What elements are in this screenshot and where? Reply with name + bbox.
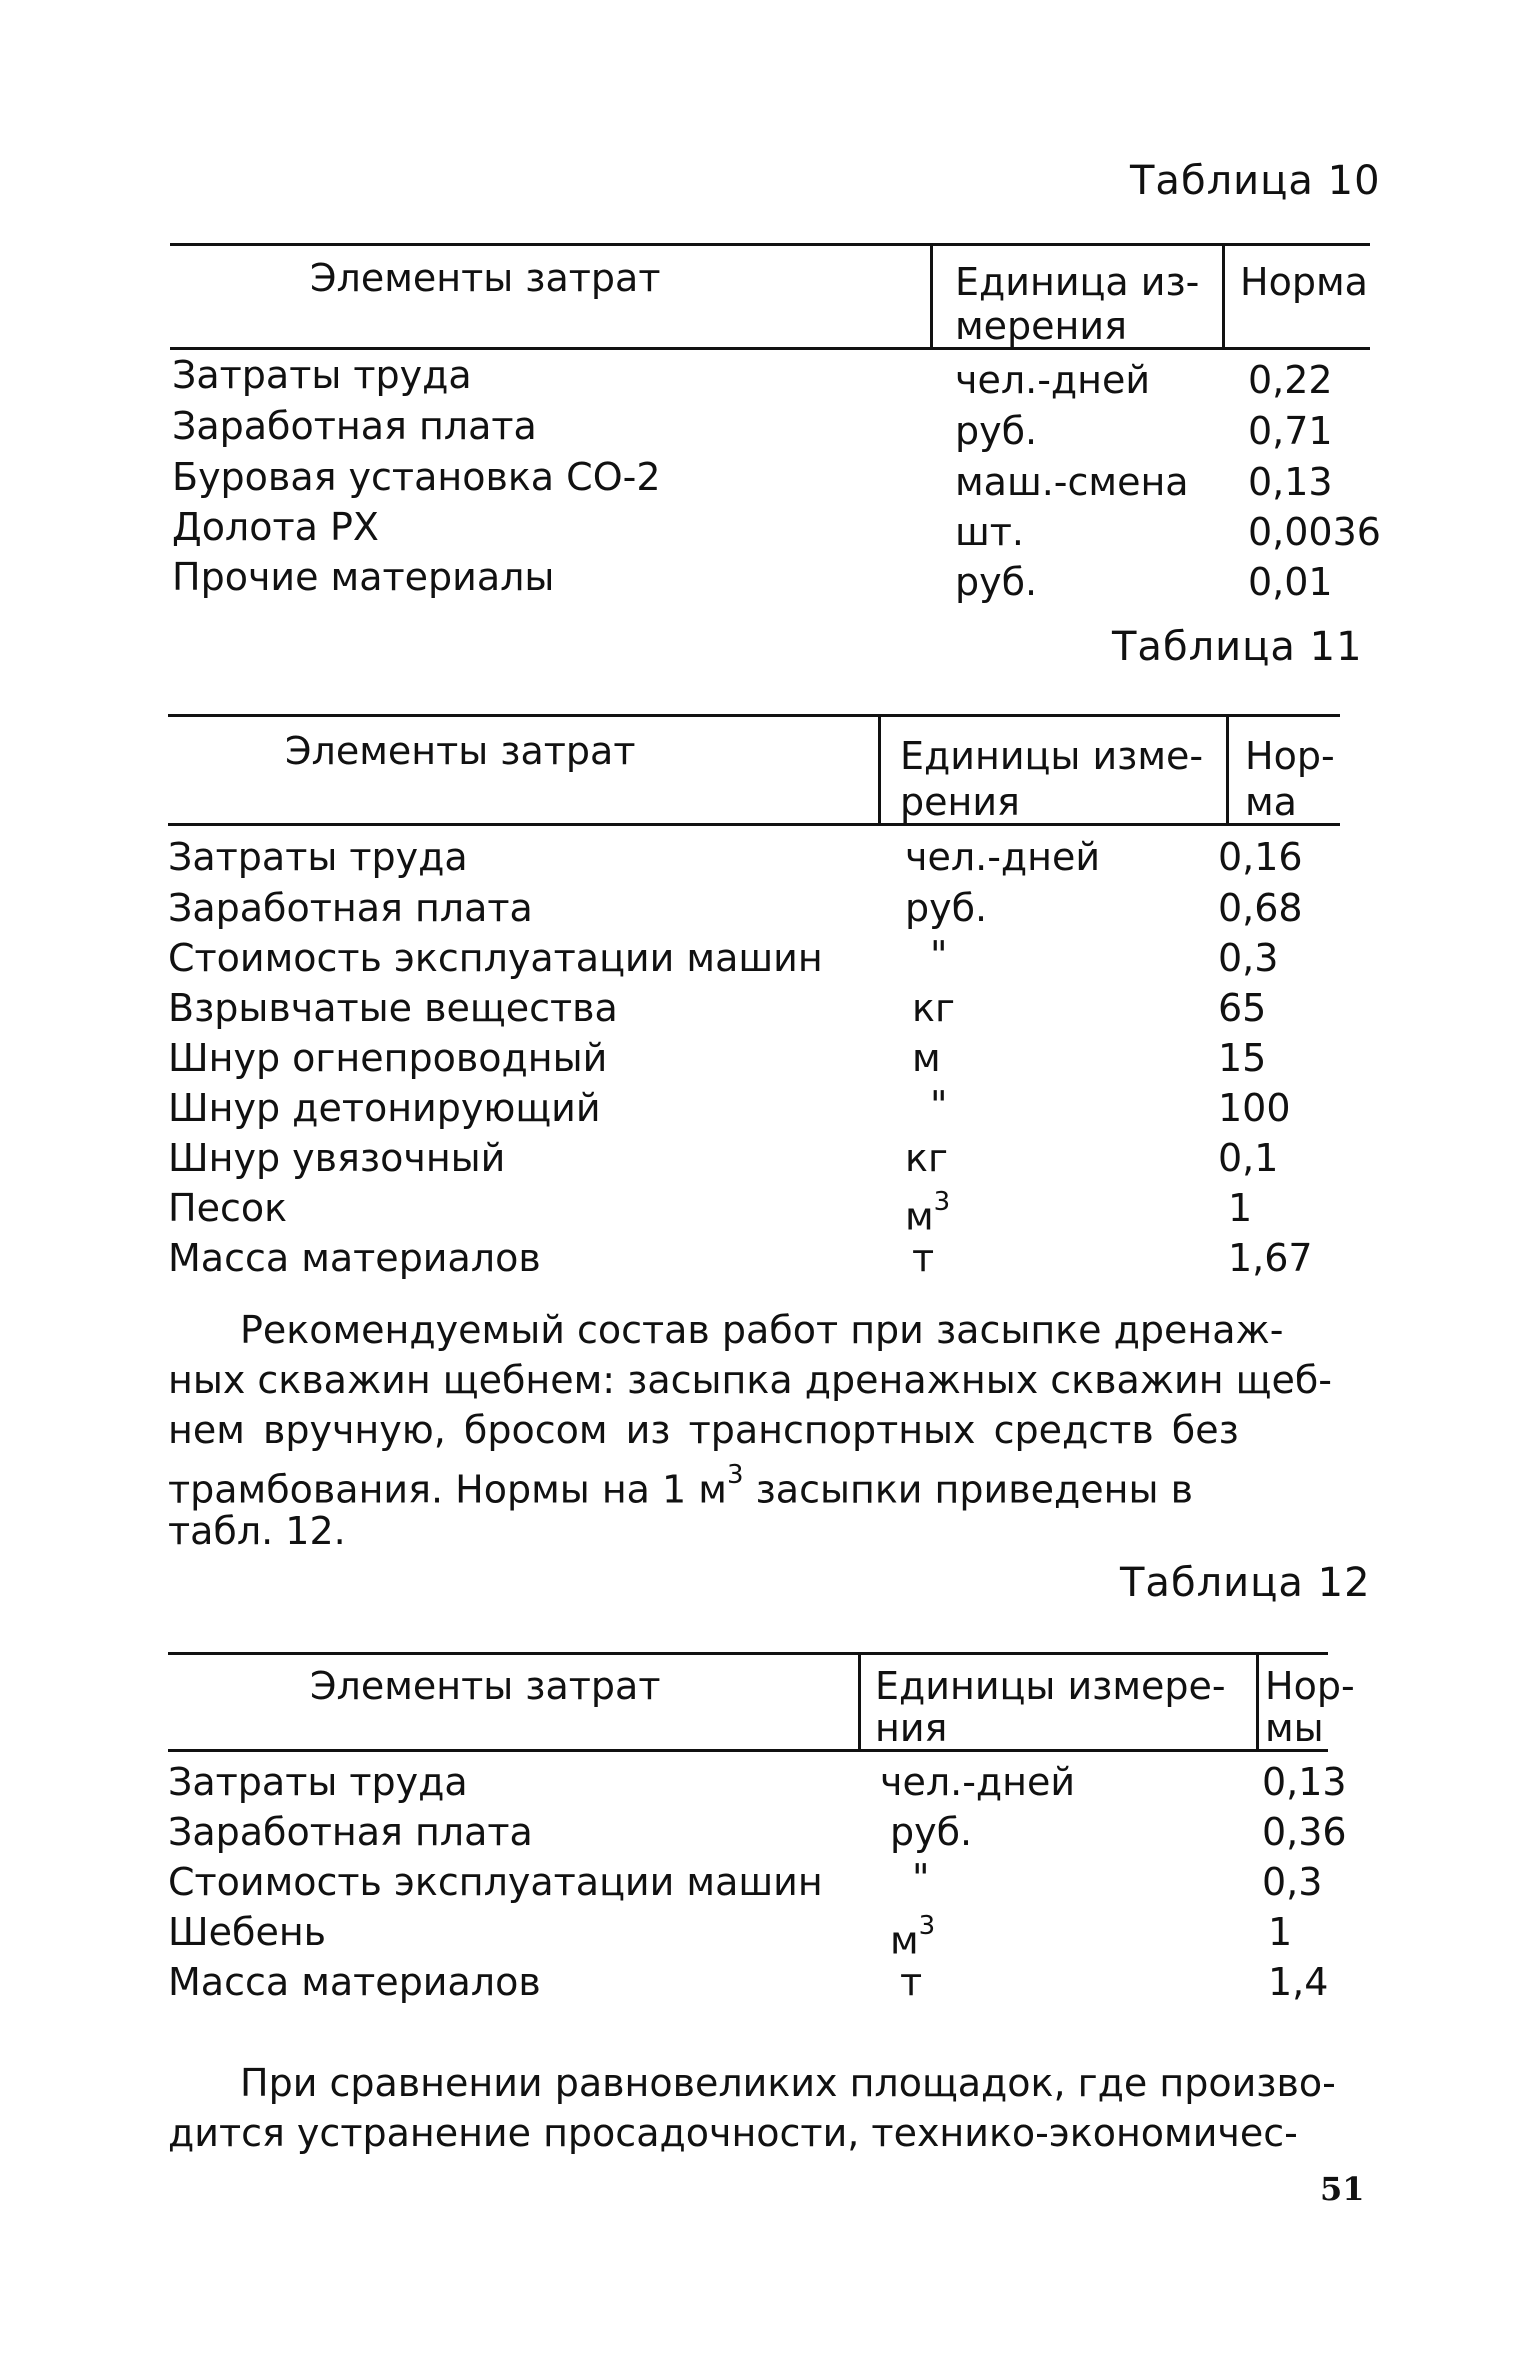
table10-row-4-name: Долота РХ [172,505,379,549]
table11-row-5-unit: м [912,1036,941,1080]
table10-row-3-name: Буровая установка СО-2 [172,455,661,499]
paragraph-1-line-4-part-a: трамбования. Нормы на 1 м [168,1467,727,1512]
table11-header-norm-line2: ма [1245,780,1297,824]
table12-row-4-name: Шебень [168,1910,327,1954]
table11-row-1-name: Затраты труда [168,835,468,879]
paragraph-1-line-3: нем вручную, бросом из транспортных средств без [168,1408,1239,1452]
paragraph-1-line-1: Рекомендуемый состав работ при засыпке дренаж- [240,1308,1284,1352]
table10-row-4-unit: шт. [955,510,1024,554]
table10-row-1-unit: чел.-дней [955,358,1151,402]
table10-row-2-name: Заработная плата [172,404,537,448]
table12-row-5-name: Масса материалов [168,1960,541,2004]
table10-row-2-norm: 0,71 [1248,409,1333,453]
table10-row-5-norm: 0,01 [1248,560,1333,604]
table11-row-1-unit: чел.-дней [905,835,1101,879]
table12-top-rule [168,1652,1328,1655]
table12-row-2-name: Заработная плата [168,1810,533,1854]
table11-row-7-name: Шнур увязочный [168,1136,506,1180]
table12-caption: Таблица 12 [1120,1560,1371,1606]
table10-row-5-unit: руб. [955,560,1038,604]
table11-row-7-norm: 0,1 [1218,1136,1279,1180]
paragraph-1-line-5: табл. 12. [168,1509,346,1553]
paragraph-1-line-2: ных скважин щебнем: засыпка дренажных скважин щеб- [168,1358,1332,1402]
table11-row-8-unit-sup: 3 [933,1187,951,1217]
table12-row-3-name: Стоимость эксплуатации машин [168,1860,823,1904]
table12-row-2-unit: руб. [890,1810,973,1854]
table12-row-1-name: Затраты труда [168,1760,468,1804]
table10-header-elements: Элементы затрат [310,256,661,300]
table12-col-divider-2 [1256,1652,1259,1752]
table11-row-8-unit-base: м [905,1194,934,1239]
table11-col-divider-1 [878,714,881,826]
table10-row-1-name: Затраты труда [172,353,472,397]
table10-row-2-unit: руб. [955,409,1038,453]
table10-row-4-norm: 0,0036 [1248,510,1381,554]
table11-row-9-norm: 1,67 [1228,1236,1313,1280]
paragraph-1-line-4-part-b: засыпки приведены в [743,1467,1193,1512]
table10-row-3-unit: маш.-смена [955,460,1189,504]
table12-row-1-unit: чел.-дней [880,1760,1076,1804]
table11-caption: Таблица 11 [1112,624,1363,670]
table11-header-elements: Элементы затрат [285,729,636,773]
table11-row-8-norm: 1 [1228,1186,1253,1230]
table12-header-norm-line1: Нор- [1265,1664,1355,1708]
table10-header-unit-line2: мерения [955,304,1127,348]
table11-row-6-norm: 100 [1218,1086,1291,1130]
table11-header-rule [168,823,1340,826]
table12-row-5-unit: т [900,1960,923,2004]
table10-row-1-norm: 0,22 [1248,358,1333,402]
table11-row-6-name: Шнур детонирующий [168,1086,601,1130]
table12-row-5-norm: 1,4 [1268,1960,1329,2004]
table12-row-4-unit-sup: 3 [918,1911,936,1941]
table12-row-4-norm: 1 [1268,1910,1293,1954]
table12-row-3-unit: " [912,1856,930,1900]
table12-header-unit-line2: ния [875,1706,948,1750]
table12-header-unit-line1: Единицы измере- [875,1664,1226,1708]
table10-row-5-name: Прочие материалы [172,555,555,599]
table12-header-norm-line2: мы [1265,1706,1324,1750]
table12-header-rule [168,1749,1328,1752]
table12-col-divider-1 [858,1652,861,1752]
table12-row-2-norm: 0,36 [1262,1810,1347,1854]
table10-row-3-norm: 0,13 [1248,460,1333,504]
table11-row-9-unit: т [912,1236,935,1280]
paragraph-2-line-2: дится устранение просадочности, технико-экономичес- [168,2111,1298,2155]
table11-row-3-norm: 0,3 [1218,936,1279,980]
table11-header-norm-line1: Нор- [1245,734,1335,778]
table11-row-5-name: Шнур огнепроводный [168,1036,608,1080]
table10-top-rule [170,243,1370,246]
table11-col-divider-2 [1226,714,1229,826]
table11-row-4-name: Взрывчатые вещества [168,986,618,1030]
table11-row-8-name: Песок [168,1186,288,1230]
table12-header-elements: Элементы затрат [310,1664,661,1708]
table10-header-unit-line1: Единица из- [955,260,1200,304]
table11-row-1-norm: 0,16 [1218,835,1303,879]
table11-row-4-unit: кг [912,986,955,1030]
table11-row-9-name: Масса материалов [168,1236,541,1280]
paragraph-1-line-4-sup: 3 [726,1460,744,1490]
paragraph-2-line-1: При сравнении равновеликих площадок, где произво- [240,2061,1336,2105]
table11-header-unit-line2: рения [900,780,1020,824]
table11-top-rule [168,714,1340,717]
table12-row-1-norm: 0,13 [1262,1760,1347,1804]
table12-row-4-unit-base: м [890,1918,919,1963]
table11-row-4-norm: 65 [1218,986,1267,1030]
table11-row-7-unit: кг [905,1136,948,1180]
table10-header-norm: Норма [1240,260,1368,304]
table11-row-2-unit: руб. [905,886,988,930]
table11-row-3-unit: " [930,933,948,977]
table11-row-6-unit: " [930,1083,948,1127]
table10-col-divider-1 [930,243,933,350]
table11-row-2-name: Заработная плата [168,886,533,930]
table11-row-5-norm: 15 [1218,1036,1267,1080]
table10-caption: Таблица 10 [1130,158,1381,204]
table11-header-unit-line1: Единицы изме- [900,734,1204,778]
table11-row-3-name: Стоимость эксплуатации машин [168,936,823,980]
page-number: 51 [1320,2170,1365,2208]
table10-col-divider-2 [1222,243,1225,350]
table12-row-3-norm: 0,3 [1262,1860,1323,1904]
table11-row-2-norm: 0,68 [1218,886,1303,930]
